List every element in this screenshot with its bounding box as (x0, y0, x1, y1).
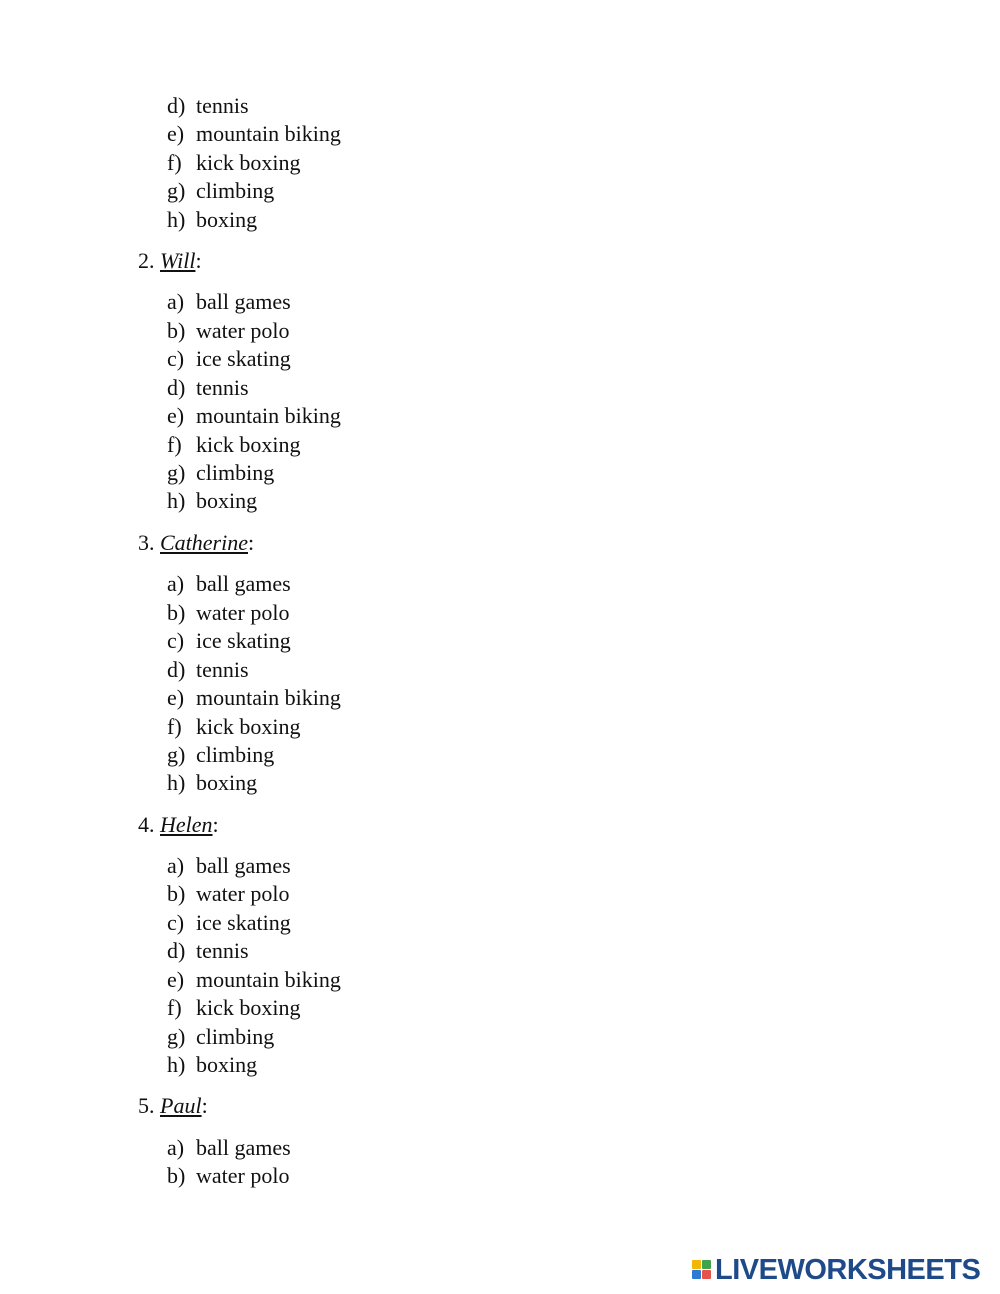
option-item[interactable] (167, 770, 257, 796)
question-number: 3. (138, 530, 155, 555)
option-text: kick boxing (196, 714, 301, 739)
option-letter: a) (167, 289, 185, 314)
option-letter: b) (167, 600, 186, 625)
option-letter: h) (167, 1052, 186, 1077)
option-item[interactable] (167, 375, 249, 401)
option-item[interactable] (167, 1163, 289, 1189)
option-item[interactable] (167, 346, 291, 372)
option-letter: f) (167, 150, 182, 175)
option-letter: d) (167, 657, 186, 682)
option-text: climbing (196, 460, 275, 485)
option-text: boxing (196, 207, 258, 232)
option-text: tennis (196, 93, 249, 118)
option-text: kick boxing (196, 995, 301, 1020)
option-item[interactable] (167, 938, 249, 964)
option-item[interactable] (167, 853, 291, 879)
logo-tile-2 (702, 1260, 711, 1269)
logo-text: LIVEWORKSHEETS (715, 1254, 981, 1286)
option-item[interactable] (167, 432, 301, 458)
option-letter: h) (167, 770, 186, 795)
question-number: 5. (138, 1093, 155, 1118)
option-letter: c) (167, 628, 185, 653)
option-item[interactable] (167, 742, 274, 768)
option-text: mountain biking (196, 403, 341, 428)
option-letter: a) (167, 1135, 185, 1160)
option-letter: d) (167, 375, 186, 400)
option-text: ice skating (196, 346, 291, 371)
option-item[interactable] (167, 460, 274, 486)
option-text: ball games (196, 289, 291, 314)
question-heading-helen (138, 812, 219, 838)
option-letter: g) (167, 1024, 186, 1049)
option-item[interactable] (167, 628, 291, 654)
option-letter: f) (167, 995, 182, 1020)
option-text: boxing (196, 1052, 258, 1077)
option-letter: e) (167, 121, 185, 146)
option-letter: g) (167, 178, 186, 203)
option-item[interactable] (167, 571, 291, 597)
option-letter: c) (167, 346, 185, 371)
question-colon: : (195, 248, 202, 273)
option-letter: h) (167, 207, 186, 232)
option-item[interactable] (167, 1135, 291, 1161)
option-letter: e) (167, 403, 185, 428)
question-number: 4. (138, 812, 155, 837)
option-item[interactable] (167, 289, 291, 315)
option-item[interactable] (167, 600, 289, 626)
question-colon: : (201, 1093, 208, 1118)
option-item[interactable] (167, 93, 249, 119)
option-letter: a) (167, 571, 185, 596)
option-letter: g) (167, 460, 186, 485)
option-item[interactable] (167, 121, 341, 147)
option-item[interactable] (167, 1024, 274, 1050)
question-heading-catherine (138, 530, 254, 556)
option-item[interactable] (167, 657, 249, 683)
question-colon: : (212, 812, 219, 837)
option-item[interactable] (167, 714, 301, 740)
option-letter: d) (167, 93, 186, 118)
option-item[interactable] (167, 488, 257, 514)
logo-tile-1 (692, 1260, 701, 1269)
option-letter: f) (167, 432, 182, 457)
option-item[interactable] (167, 685, 341, 711)
option-text: ball games (196, 571, 291, 596)
option-item[interactable] (167, 178, 274, 204)
option-text: tennis (196, 657, 249, 682)
option-item[interactable] (167, 910, 291, 936)
option-text: ice skating (196, 910, 291, 935)
option-text: tennis (196, 375, 249, 400)
option-text: kick boxing (196, 432, 301, 457)
option-text: mountain biking (196, 121, 341, 146)
option-text: water polo (196, 881, 290, 906)
question-number: 2. (138, 248, 155, 273)
option-text: climbing (196, 742, 275, 767)
option-text: mountain biking (196, 967, 341, 992)
option-text: boxing (196, 488, 258, 513)
option-item[interactable] (167, 403, 341, 429)
question-heading-paul (138, 1093, 208, 1119)
question-name: Helen (160, 812, 213, 837)
option-text: ball games (196, 853, 291, 878)
option-item[interactable] (167, 995, 301, 1021)
option-text: boxing (196, 770, 258, 795)
option-letter: d) (167, 938, 186, 963)
logo-tile-4 (702, 1270, 711, 1279)
option-letter: e) (167, 967, 185, 992)
logo-tile-3 (692, 1270, 701, 1279)
option-text: climbing (196, 178, 275, 203)
question-heading-will (138, 248, 202, 274)
option-letter: b) (167, 318, 186, 343)
option-item[interactable] (167, 318, 289, 344)
option-item[interactable] (167, 1052, 257, 1078)
option-text: kick boxing (196, 150, 301, 175)
option-letter: h) (167, 488, 186, 513)
option-letter: b) (167, 1163, 186, 1188)
liveworksheets-logo[interactable] (692, 1254, 980, 1286)
liveworksheets-logo-icon (692, 1260, 712, 1280)
option-letter: a) (167, 853, 185, 878)
question-name: Will (160, 248, 196, 273)
option-text: water polo (196, 1163, 290, 1188)
option-item[interactable] (167, 207, 257, 233)
option-text: water polo (196, 600, 290, 625)
option-item[interactable] (167, 150, 301, 176)
option-letter: c) (167, 910, 185, 935)
option-text: water polo (196, 318, 290, 343)
option-letter: g) (167, 742, 186, 767)
option-text: climbing (196, 1024, 275, 1049)
option-text: tennis (196, 938, 249, 963)
option-letter: f) (167, 714, 182, 739)
option-item[interactable] (167, 967, 341, 993)
question-name: Paul (160, 1093, 202, 1118)
option-text: mountain biking (196, 685, 341, 710)
option-item[interactable] (167, 881, 289, 907)
option-text: ice skating (196, 628, 291, 653)
option-text: ball games (196, 1135, 291, 1160)
question-name: Catherine (160, 530, 248, 555)
question-colon: : (248, 530, 255, 555)
option-letter: b) (167, 881, 186, 906)
option-letter: e) (167, 685, 185, 710)
